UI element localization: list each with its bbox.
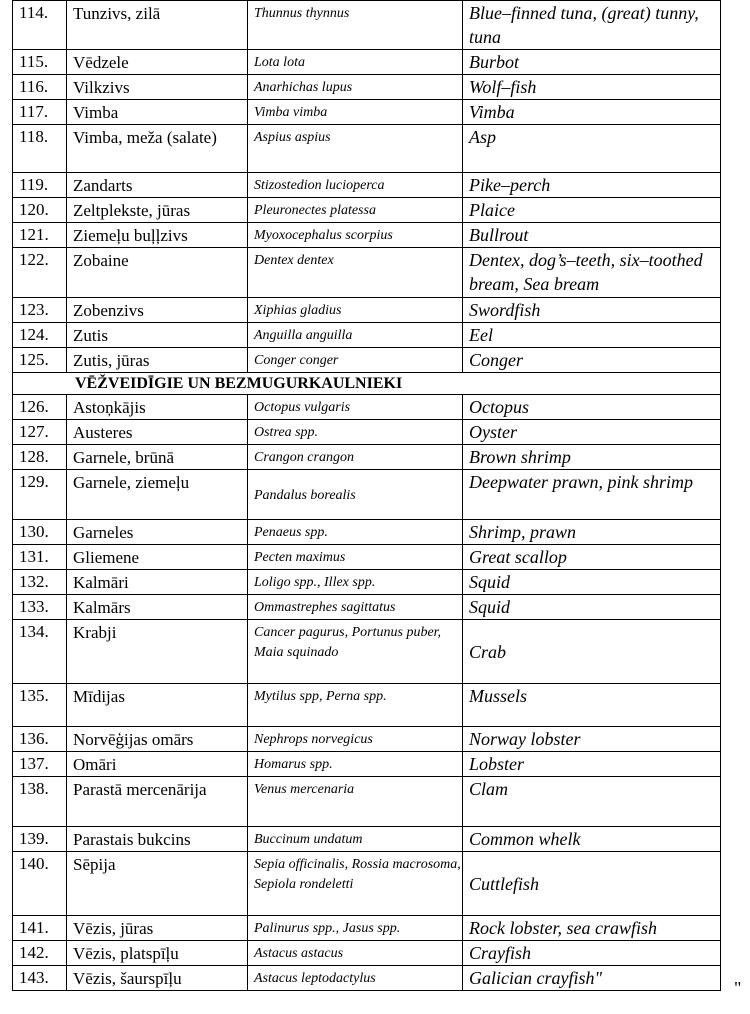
latvian-name: Vēzis, jūras: [67, 916, 248, 941]
latin-name: Ostrea spp.: [248, 420, 463, 445]
row-number: 127.: [13, 420, 67, 445]
latin-name: Pleuronectes platessa: [248, 198, 463, 223]
row-number: 119.: [13, 173, 67, 198]
english-name: Wolf–fish: [463, 75, 721, 100]
row-number: 143.: [13, 966, 67, 991]
latvian-name: Zobenzivs: [67, 298, 248, 323]
latvian-name: Mīdijas: [67, 684, 248, 727]
row-number: 134.: [13, 620, 67, 684]
english-name: Lobster: [463, 752, 721, 777]
row-number: 140.: [13, 852, 67, 916]
table-row: [13, 545, 721, 570]
english-name: Squid: [463, 570, 721, 595]
row-number: 130.: [13, 520, 67, 545]
english-name: Vimba: [463, 100, 721, 125]
english-name: Plaice: [463, 198, 721, 223]
english-name: Cuttlefish: [463, 852, 721, 916]
latin-name: Palinurus spp., Jasus spp.: [248, 916, 463, 941]
section-row: [13, 373, 721, 395]
english-name: Norway lobster: [463, 727, 721, 752]
latvian-name: Vimba: [67, 100, 248, 125]
table-row: [13, 620, 721, 684]
row-number: 117.: [13, 100, 67, 125]
english-name: Squid: [463, 595, 721, 620]
row-number: 115.: [13, 50, 67, 75]
english-name: Mussels: [463, 684, 721, 727]
table-row: [13, 323, 721, 348]
latin-name: Octopus vulgaris: [248, 395, 463, 420]
table-row: [13, 777, 721, 827]
latvian-name: Vēdzele: [67, 50, 248, 75]
english-name: Brown shrimp: [463, 445, 721, 470]
latvian-name: Vimba, meža (salate): [67, 125, 248, 173]
table-row: [13, 298, 721, 323]
table-row: [13, 125, 721, 173]
row-number: 116.: [13, 75, 67, 100]
latin-name: Astacus leptodactylus: [248, 966, 463, 991]
row-number: 137.: [13, 752, 67, 777]
table-row: [13, 595, 721, 620]
row-number: 125.: [13, 348, 67, 373]
latvian-name: Austeres: [67, 420, 248, 445]
english-name: Rock lobster, sea crawfish: [463, 916, 721, 941]
row-number: 129.: [13, 470, 67, 520]
row-number: 122.: [13, 248, 67, 298]
latin-name: Venus mercenaria: [248, 777, 463, 827]
latin-name: Anarhichas lupus: [248, 75, 463, 100]
latin-name: Conger conger: [248, 348, 463, 373]
row-number: 141.: [13, 916, 67, 941]
latin-name: Pandalus borealis: [248, 470, 463, 520]
latvian-name: Garneles: [67, 520, 248, 545]
english-name: Great scallop: [463, 545, 721, 570]
latin-name: Thunnus thynnus: [248, 1, 463, 50]
english-name: Oyster: [463, 420, 721, 445]
latvian-name: Garnele, ziemeļu: [67, 470, 248, 520]
table-row: [13, 827, 721, 852]
latvian-name: Zobaine: [67, 248, 248, 298]
species-table: [12, 0, 721, 991]
english-name: Burbot: [463, 50, 721, 75]
latvian-name: Kalmāri: [67, 570, 248, 595]
english-name: Pike–perch: [463, 173, 721, 198]
english-name: Dentex, dog’s–teeth, six–toothed bream, Sea bream: [463, 248, 721, 298]
latin-name: Sepia officinalis, Rossia macrosoma, Sepiola rondeletti: [248, 852, 463, 916]
table-row: [13, 570, 721, 595]
english-name: Swordfish: [463, 298, 721, 323]
row-number: 120.: [13, 198, 67, 223]
latin-name: Nephrops norvegicus: [248, 727, 463, 752]
latvian-name: Zutis, jūras: [67, 348, 248, 373]
latin-name: Cancer pagurus, Portunus puber, Maia squinado: [248, 620, 463, 684]
table-row: [13, 520, 721, 545]
latvian-name: Kalmārs: [67, 595, 248, 620]
latvian-name: Vēzis, šaurspīļu: [67, 966, 248, 991]
latin-name: Aspius aspius: [248, 125, 463, 173]
table-row: [13, 395, 721, 420]
row-number: 131.: [13, 545, 67, 570]
english-name: Crayfish: [463, 941, 721, 966]
row-number: 138.: [13, 777, 67, 827]
latvian-name: Zeltplekste, jūras: [67, 198, 248, 223]
table-row: [13, 248, 721, 298]
english-name: Crab: [463, 620, 721, 684]
english-name: Conger: [463, 348, 721, 373]
row-number: 128.: [13, 445, 67, 470]
latin-name: Mytilus spp, Perna spp.: [248, 684, 463, 727]
latin-name: Ommastrephes sagittatus: [248, 595, 463, 620]
table-row: [13, 916, 721, 941]
latin-name: Penaeus spp.: [248, 520, 463, 545]
table-row: [13, 445, 721, 470]
latin-name: Xiphias gladius: [248, 298, 463, 323]
latvian-name: Omāri: [67, 752, 248, 777]
latin-name: Astacus astacus: [248, 941, 463, 966]
table-row: [13, 684, 721, 727]
latvian-name: Parastā mercenārija: [67, 777, 248, 827]
table-row: [13, 75, 721, 100]
row-number: 132.: [13, 570, 67, 595]
latvian-name: Krabji: [67, 620, 248, 684]
english-name: Shrimp, prawn: [463, 520, 721, 545]
latvian-name: Sēpija: [67, 852, 248, 916]
english-name: Blue–finned tuna, (great) tunny, tuna: [463, 1, 721, 50]
latvian-name: Vēzis, platspīļu: [67, 941, 248, 966]
latin-name: Anguilla anguilla: [248, 323, 463, 348]
section-heading: VĒŽVEIDĪGIE UN BEZMUGURKAULNIEKI: [13, 373, 721, 395]
row-number: 123.: [13, 298, 67, 323]
english-name: Eel: [463, 323, 721, 348]
latin-name: Myoxocephalus scorpius: [248, 223, 463, 248]
latvian-name: Gliemene: [67, 545, 248, 570]
table-row: [13, 50, 721, 75]
latin-name: Lota lota: [248, 50, 463, 75]
table-row: [13, 198, 721, 223]
row-number: 126.: [13, 395, 67, 420]
table-row: [13, 752, 721, 777]
table-row: [13, 727, 721, 752]
english-name: Octopus: [463, 395, 721, 420]
latvian-name: Vilkzivs: [67, 75, 248, 100]
latin-name: Loligo spp., Illex spp.: [248, 570, 463, 595]
table-row: [13, 941, 721, 966]
row-number: 121.: [13, 223, 67, 248]
latvian-name: Astoņkājis: [67, 395, 248, 420]
english-name: Galician crayfish": [463, 966, 721, 991]
latvian-name: Norvēģijas omārs: [67, 727, 248, 752]
latin-name: Vimba vimba: [248, 100, 463, 125]
latin-name: Homarus spp.: [248, 752, 463, 777]
latvian-name: Tunzivs, zilā: [67, 1, 248, 50]
row-number: 133.: [13, 595, 67, 620]
row-number: 135.: [13, 684, 67, 727]
english-name: Common whelk: [463, 827, 721, 852]
table-row: [13, 852, 721, 916]
english-name: Clam: [463, 777, 721, 827]
closing-quote-mark: ": [734, 978, 742, 998]
latvian-name: Garnele, brūnā: [67, 445, 248, 470]
latvian-name: Parastais bukcins: [67, 827, 248, 852]
latin-name: Crangon crangon: [248, 445, 463, 470]
english-name: Asp: [463, 125, 721, 173]
row-number: 124.: [13, 323, 67, 348]
table-row: [13, 173, 721, 198]
english-name: Deepwater prawn, pink shrimp: [463, 470, 721, 520]
row-number: 139.: [13, 827, 67, 852]
row-number: 118.: [13, 125, 67, 173]
latin-name: Buccinum undatum: [248, 827, 463, 852]
latvian-name: Zutis: [67, 323, 248, 348]
latin-name: Dentex dentex: [248, 248, 463, 298]
table-row: [13, 223, 721, 248]
row-number: 142.: [13, 941, 67, 966]
latvian-name: Zandarts: [67, 173, 248, 198]
table-row: [13, 470, 721, 520]
english-name: Bullrout: [463, 223, 721, 248]
table-row: [13, 348, 721, 373]
latin-name: Pecten maximus: [248, 545, 463, 570]
row-number: 136.: [13, 727, 67, 752]
table-row: [13, 100, 721, 125]
latvian-name: Ziemeļu buļļzivs: [67, 223, 248, 248]
row-number: 114.: [13, 1, 67, 50]
table-row: [13, 1, 721, 50]
latin-name: Stizostedion lucioperca: [248, 173, 463, 198]
table-row: [13, 420, 721, 445]
table-row: [13, 966, 721, 991]
